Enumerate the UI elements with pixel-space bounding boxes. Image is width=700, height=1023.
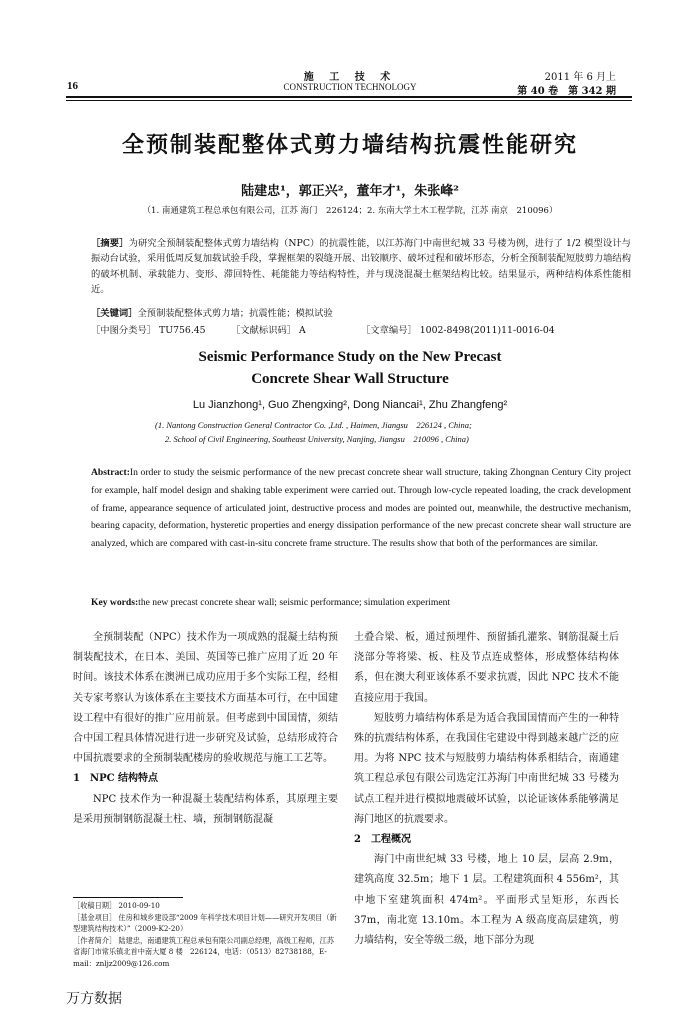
keywords-en [91,597,631,608]
authors-en: Lu Jianzhong¹, Guo Zhengxing², Dong Niancai¹, Zhu Zhangfeng² [192,399,508,411]
section-heading-1: 1 NPC 结构特点 [73,773,159,785]
body-column-right [354,628,619,951]
keywords-en-label: Key words: [91,597,139,608]
paper-title-en [0,346,700,390]
abstract-en-label: Abstract: [91,467,130,478]
journal-name-cn: 施 工 技 术 [303,72,397,83]
abstract-cn-text: 为研究全预制装配整体式剪力墙结构（NPC）的抗震性能，以江苏海门中南世纪城 33 号楼为例，进行了 1/2 模型设计与振动台试验，采用低周反复加载试验手段，掌握框架的裂缝开展、出铰顺序、破坏过程和破坏形态，分析全预制装配短肢剪力墙结构的破坏机制、承载能力、变形、滞回特性、耗能能力等结构特性，并与现浇混凝土框架结构比较。结果显示，两种结构体系性能相近。 [91,238,631,295]
affiliation-en-1: (1. Nantong Construction General Contractor Co. ,Ltd. , Haimen, Jiangsu 226124 , China; [155,420,472,430]
footnote-rule [73,897,183,898]
abstract-cn [91,236,631,297]
body-paragraph: 海门中南世纪城 33 号楼，地上 10 层，层高 2.9m，建筑高度 32.5m；地下 1 层。工程建筑面积 4 556m²，其中地下室建筑面积 474m²。平面形式呈矩形，东西长 37m，南北宽 13.10m。本工程为 A 级高度高层建筑，剪力墙结构，安全等级二级，地下部分为现 [354,854,619,947]
body-column-left [73,628,338,830]
footnote-received: ［收稿日期］ 2010-09-10 [73,901,160,910]
body-paragraph: 全预制装配（NPC）技术作为一项成熟的混凝土结构预制装配技术，在日本、美国、英国等已推广应用了近 20 年时间。该技术体系在澳洲已成功应用于多个实际工程，经相关专家考察认为该体系在主要技术方面基本可行，在中国建设工程中有很好的推广应用前景。但考虑到中国国情，须结合中国工程具体情况进行进一步研究及试验，总结形成符合中国抗震要求的全预制装配楼房的验收规范与施工工艺等。 [73,632,338,765]
issue-date: 2011 年 6 月上 [544,72,616,83]
paper-title-cn: 全预制装配整体式剪力墙结构抗震性能研究 [121,132,578,158]
abstract-cn-label: ［摘要］ [91,238,129,249]
affiliations-cn: （1. 南通建筑工程总承包有限公司，江苏 海门 226124；2. 东南大学土木工程学院，江苏 南京 210096） [142,206,558,216]
authors-cn: 陆建忠¹，郭正兴²，董年才¹，朱张峰² [241,184,459,199]
body-paragraph: 短肢剪力墙结构体系是为适合我国国情而产生的一种特殊的抗震结构体系，在我国住宅建设中得到越来越广泛的应用。为将 NPC 技术与短肢剪力墙结构体系相结合，南通建筑工程总承包有限公司选定江苏海门中南世纪城 33 号楼为试点工程并进行模拟地震破坏试验，以论证该体系能够满足海门地区的抗震要求。 [354,712,619,825]
article-number: ［文章编号］ 1002-8498(2011)11-0016-04 [361,325,555,336]
body-paragraph: 土叠合梁、板，通过预埋件、预留插孔灌浆、钢筋混凝土后浇部分等将梁、板、柱及节点连成整体，形成整体结构体系，但在澳大利亚该体系不要求抗震，因此 NPC 技术不能直接应用于我国。 [354,632,619,704]
affiliations-en [155,418,635,446]
title-en-line-1: Seismic Performance Study on the New Precast [198,349,502,365]
header-rule [66,96,632,101]
keywords-en-text: the new precast concrete shear wall; seismic performance; simulation experiment [138,597,451,608]
footnote-funding: ［基金项目］ 住房和城乡建设部“2009 年科学技术项目计划——研究开发项目（新型建筑结构技术）”（2009-K2-20） [73,912,337,933]
volume-issue: 第 40 卷 第 342 期 [517,86,616,97]
keywords-cn-text: 全预制装配整体式剪力墙；抗震性能；模拟试验 [137,308,333,319]
title-en-line-2: Concrete Shear Wall Structure [251,371,449,387]
keywords-cn [91,305,631,319]
abstract-en-text: In order to study the seismic performance of the new precast concrete shear wall structure, taking Zhongnan Century City project for example, half model design and shaking table experiment were carried out. Through low-cycle repeated loading, the crack development of frame, appearance sequence of articulated joint, destructive process and modes are pointed out, meanwhile, the destructive mechanism, bearing capacity, deformation, hysteretic properties and energy dissipation performance of the new precast concrete shear wall structure are analyzed, which are compared with cast-in-situ concrete frame structure. The results show that both of the performances are similar. [91,467,631,550]
keywords-cn-label: ［关键词］ [91,308,138,319]
abstract-en [91,464,631,553]
page-number: 16 [67,80,78,92]
section-heading-2: 2 工程概况 [354,834,411,846]
clc-number: ［中图分类号］ TU756.45 [91,325,206,336]
affiliation-en-2: 2. School of Civil Engineering, Southeast University, Nanjing, Jiangsu 210096 , China) [165,434,469,444]
journal-name-en: CONSTRUCTION TECHNOLOGY [283,82,417,92]
classification-cn [91,322,631,336]
footnotes [73,900,338,969]
document-code: ［文献标识码］ A [231,325,306,336]
watermark: 万方数据 [66,991,122,1007]
footnote-author: ［作者简介］ 陆建忠，南通建筑工程总承包有限公司副总经理，高级工程师，江苏省海门市常乐镇北首中南大厦 8 楼 226124，电话：（0513）82738188，E-mail：znljz2009@126.com [73,935,335,968]
body-paragraph: NPC 技术作为一种混凝土装配结构体系，其原理主要是采用预制钢筋混凝土柱、墙，预制钢筋混凝 [73,793,338,825]
